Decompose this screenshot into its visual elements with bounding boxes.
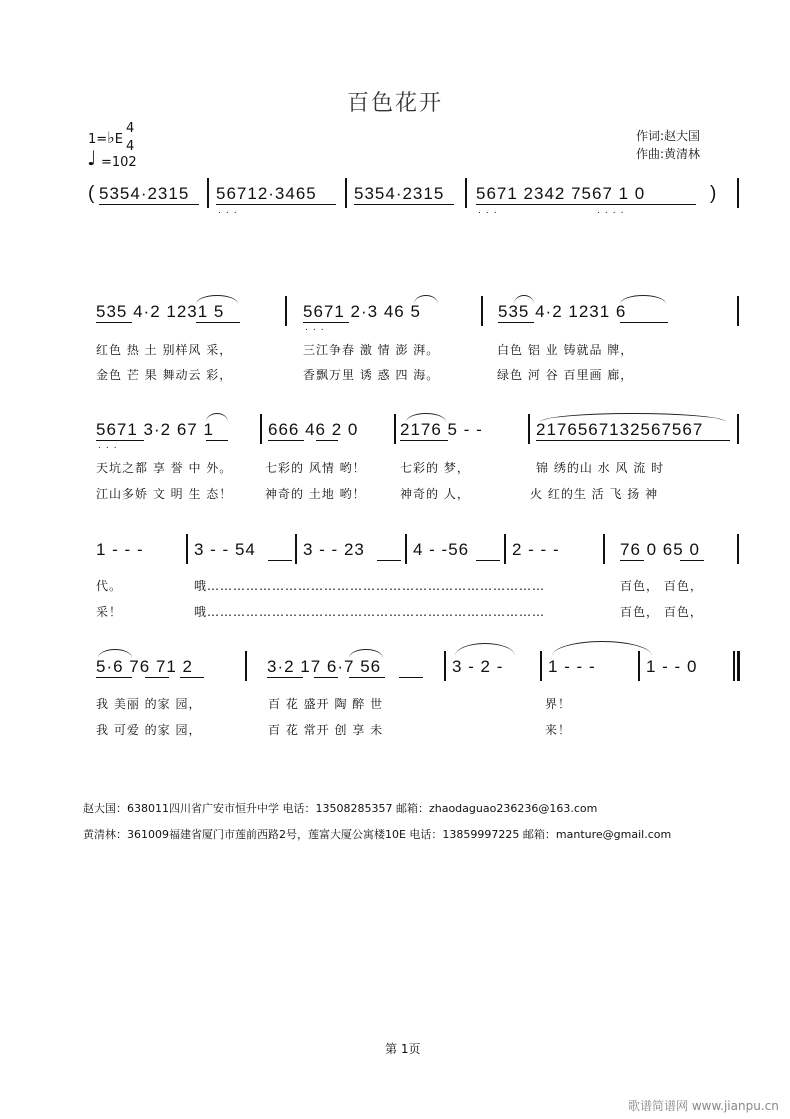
system3-lyric: 百色， 百色， xyxy=(620,579,703,593)
system4-measure: 3 - 2 - xyxy=(452,657,504,676)
tempo-value: =102 xyxy=(101,155,137,170)
system2-lyric: 天坑之都 享 誉 中 外。 xyxy=(96,461,233,475)
contact-lyricist: 赵大国：638011四川省广安市恒升中学 电话：13508285357 邮箱：zhaodaguao236236@163.com xyxy=(83,802,598,815)
quarter-note-icon: ♩ xyxy=(87,146,97,170)
system1-measure: 535 4·2 1231 5 xyxy=(96,302,225,321)
key-note: E xyxy=(114,132,123,147)
page-title: 百色花开 xyxy=(346,91,443,116)
contact-composer: 黄清林：361009福建省厦门市莲前西路2号，莲富大厦公寓楼10E 电话：13859997225 邮箱：manture@gmail.com xyxy=(83,828,672,841)
system4-lyric: 我 可爱 的家 园， xyxy=(96,723,202,737)
system3-measure: 3 - - 54 xyxy=(194,540,256,559)
intro-measure: 5354·2315 xyxy=(354,184,445,203)
system2-lyric: 锦 绣的山 水 风 流 时 xyxy=(536,461,665,475)
system2-measure: 2176567132567567 xyxy=(536,420,704,439)
system3-lyric: 哦…………………………………………………………………… xyxy=(194,579,546,593)
key-signature xyxy=(88,128,123,147)
system3-measure: 4 - -56 xyxy=(413,540,470,559)
system2-measure: 666 46 2 0 xyxy=(268,420,359,439)
system4-measure: 1 - - - xyxy=(548,657,596,676)
system4-lyric: 百 花 盛开 陶 醉 世 xyxy=(268,697,384,711)
composer: 作曲:黄清林 xyxy=(636,147,701,161)
time-top: 4 xyxy=(126,121,135,136)
system1-measure: 5671 2·3 46 5 xyxy=(303,302,421,321)
page-number: 第 1页 xyxy=(385,1042,421,1056)
system3-measure: 1 - - - xyxy=(96,540,144,559)
system3-lyric: 百色， 百色， xyxy=(620,605,703,619)
intro-measure: 5671 2342 7567 1 0 xyxy=(476,184,646,203)
system1-lyric: 三江争春 激 情 澎 湃。 xyxy=(303,343,440,357)
system4-measure: 3·2 17 6·7 56 xyxy=(267,657,382,676)
system1-lyric: 红色 热 土 别样风 采， xyxy=(96,343,233,357)
intro-close-paren: ) xyxy=(710,183,718,204)
intro-measure: 56712·3465 xyxy=(216,184,317,203)
lyricist: 作词:赵大国 xyxy=(636,129,701,143)
system4-measure: 1 - - 0 xyxy=(646,657,698,676)
system2-lyric: 神奇的 土地 哟！ xyxy=(265,487,366,501)
system3-measure: 3 - - 23 xyxy=(303,540,365,559)
system4-lyric: 界！ xyxy=(545,697,572,711)
system4-lyric: 我 美丽 的家 园， xyxy=(96,697,202,711)
system2-measure: 2176 5 - - xyxy=(400,420,483,439)
system2-lyric: 神奇的 人， xyxy=(400,487,470,501)
system2-lyric: 江山多娇 文 明 生 态！ xyxy=(96,487,233,501)
system4-lyric: 来！ xyxy=(545,723,572,737)
system3-lyric: 代。 xyxy=(96,579,123,593)
system4-lyric: 百 花 常开 创 享 未 xyxy=(268,723,384,737)
system2-measure: 5671 3·2 67 1 xyxy=(96,420,214,439)
system3-measure: 76 0 65 0 xyxy=(620,540,700,559)
system4-measure: 5·6 76 71 2 xyxy=(96,657,194,676)
system3-measure: 2 - - - xyxy=(512,540,560,559)
system1-lyric: 金色 芒 果 舞动云 彩， xyxy=(96,368,233,382)
system1-measure: 535 4·2 1231 6 xyxy=(498,302,627,321)
intro-measure: 5354·2315 xyxy=(99,184,190,203)
system1-lyric: 绿色 河 谷 百里画 廊， xyxy=(497,368,634,382)
system2-lyric: 七彩的 风情 哟！ xyxy=(265,461,366,475)
system1-lyric: 香飘万里 诱 惑 四 海。 xyxy=(303,368,440,382)
intro-open-paren: ( xyxy=(88,183,96,204)
watermark: 歌谱简谱网 www.jianpu.cn xyxy=(628,1099,779,1113)
key-prefix: 1= xyxy=(88,132,108,147)
flat-icon: ♭ xyxy=(107,128,115,147)
system1-lyric: 白色 铝 业 铸就品 牌， xyxy=(497,343,634,357)
system3-lyric: 哦…………………………………………………………………… xyxy=(194,605,546,619)
time-bottom: 4 xyxy=(126,139,135,154)
system2-lyric: 火 红的生 活 飞 扬 神 xyxy=(530,487,659,501)
system3-lyric: 采！ xyxy=(96,605,123,619)
system2-lyric: 七彩的 梦， xyxy=(400,461,470,475)
